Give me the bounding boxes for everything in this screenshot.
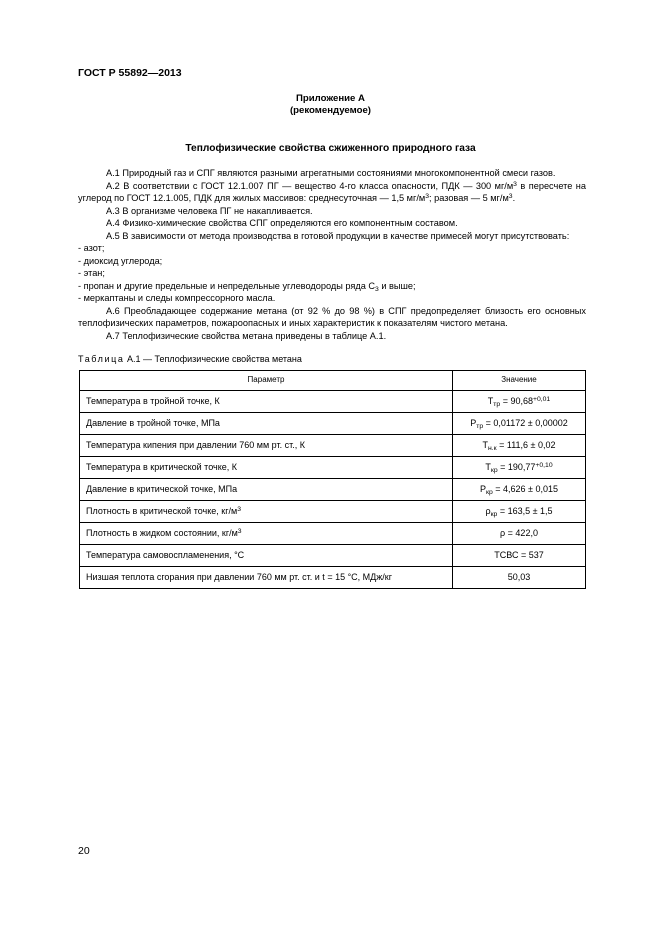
row-value: 50,03 [453, 567, 586, 589]
row-parameter: Давление в тройной точке, МПа [80, 413, 453, 435]
row-parameter: Температура в критической точке, К [80, 457, 453, 479]
table-row [80, 567, 586, 589]
row-parameter: Давление в критической точке, МПа [80, 479, 453, 501]
body-text [78, 167, 586, 342]
list-item: - этан; [78, 268, 105, 279]
row-parameter: Плотность в критической точке, $кг/м^3$ [80, 501, 453, 523]
table-row [80, 457, 586, 479]
row-value: $Т_{кр} = 190,77^{+0,10}$ [453, 457, 586, 479]
row-parameter: Низшая теплота сгорания при давлении 760 мм рт. ст. и t = 15 °С, МДж/кг [80, 567, 453, 589]
row-parameter: Плотность в жидком состоянии, $кг/м^3$ [80, 523, 453, 545]
paragraph-a4: А.4 Физико-химические свойства СПГ определяются его компонентным составом. [106, 218, 458, 229]
list-item: - азот; [78, 243, 105, 254]
appendix-subtitle: (рекомендуемое) [289, 105, 371, 117]
appendix-title: Приложение А [296, 93, 365, 104]
paragraph-a2: А.2 В соответствии с ГОСТ 12.1.007 ПГ — вещество 4-го класса опасности, ПДК — 300 $мг/м^3$ в пересчете на углерод по ГОСТ 12.1.005, ПДК для жилых массивов: среднесуточная — 1,5 $мг/м^3$; разовая — 5 $мг/м^3$. [78, 180, 586, 204]
page-number: 20 [78, 845, 90, 857]
document-code: ГОСТ Р 55892—2013 [78, 67, 182, 79]
row-parameter: Температура в тройной точке, К [80, 391, 453, 413]
table-row [80, 435, 586, 457]
table-header-row [80, 371, 586, 391]
table-row [80, 391, 586, 413]
row-value: ТСВС = 537 [453, 545, 586, 567]
row-value: $Р_{тр} = 0,01172 \pm 0,00002$ [453, 413, 586, 435]
table-caption: Таблица А.1 — Теплофизические свойства метана [78, 354, 302, 364]
list-item: - меркаптаны и следы компрессорного масла. [78, 293, 276, 304]
row-parameter: Температура кипения при давлении 760 мм рт. ст., К [80, 435, 453, 457]
table-row [80, 479, 586, 501]
row-value: ρ = 422,0 [453, 523, 586, 545]
paragraph-a1: А.1 Природный газ и СПГ являются разными агрегатными состояниями многокомпонентной смеси газов. [106, 168, 556, 178]
row-parameter: Температура самовоспламенения, °С [80, 545, 453, 567]
row-value: $Р_{кр} = 4,626 \pm 0,015$ [453, 479, 586, 501]
header-value: Значение [453, 371, 586, 391]
header-parameter: Параметр [80, 371, 453, 391]
table-row [80, 545, 586, 567]
row-value: $Т_{тр} = 90,68^{+0,01}$ [453, 391, 586, 413]
paragraph-a3: А.3 В организме человека ПГ не накапливается. [106, 205, 313, 216]
properties-table [79, 370, 586, 589]
row-value: $\rho_{кр} = 163,5 \pm 1,5$ [453, 501, 586, 523]
appendix-heading [0, 93, 661, 118]
paragraph-a6: А.6 Преобладающее содержание метана (от 92 % до 98 %) в СПГ предопределяет близость его основных теплофизических параметров, пожароопасных и иных характеристик к показателям чистого метана. [78, 305, 586, 329]
table-row [80, 523, 586, 545]
paragraph-a5: А.5 В зависимости от метода производства в готовой продукции в качестве примесей могут присутствовать: [106, 230, 570, 241]
table-row [80, 413, 586, 435]
paragraph-a7: А.7 Теплофизические свойства метана приведены в таблице А.1. [106, 330, 387, 341]
list-item: - пропан и другие предельные и непредельные углеводороды ряда $С_3$ и выше; [78, 280, 416, 293]
row-value: $Т_{н.к} = 111,6 \pm 0,02$ [453, 435, 586, 457]
section-title: Теплофизические свойства сжиженного природного газа [185, 143, 476, 154]
table-row [80, 501, 586, 523]
list-item: - диоксид углерода; [78, 255, 163, 266]
